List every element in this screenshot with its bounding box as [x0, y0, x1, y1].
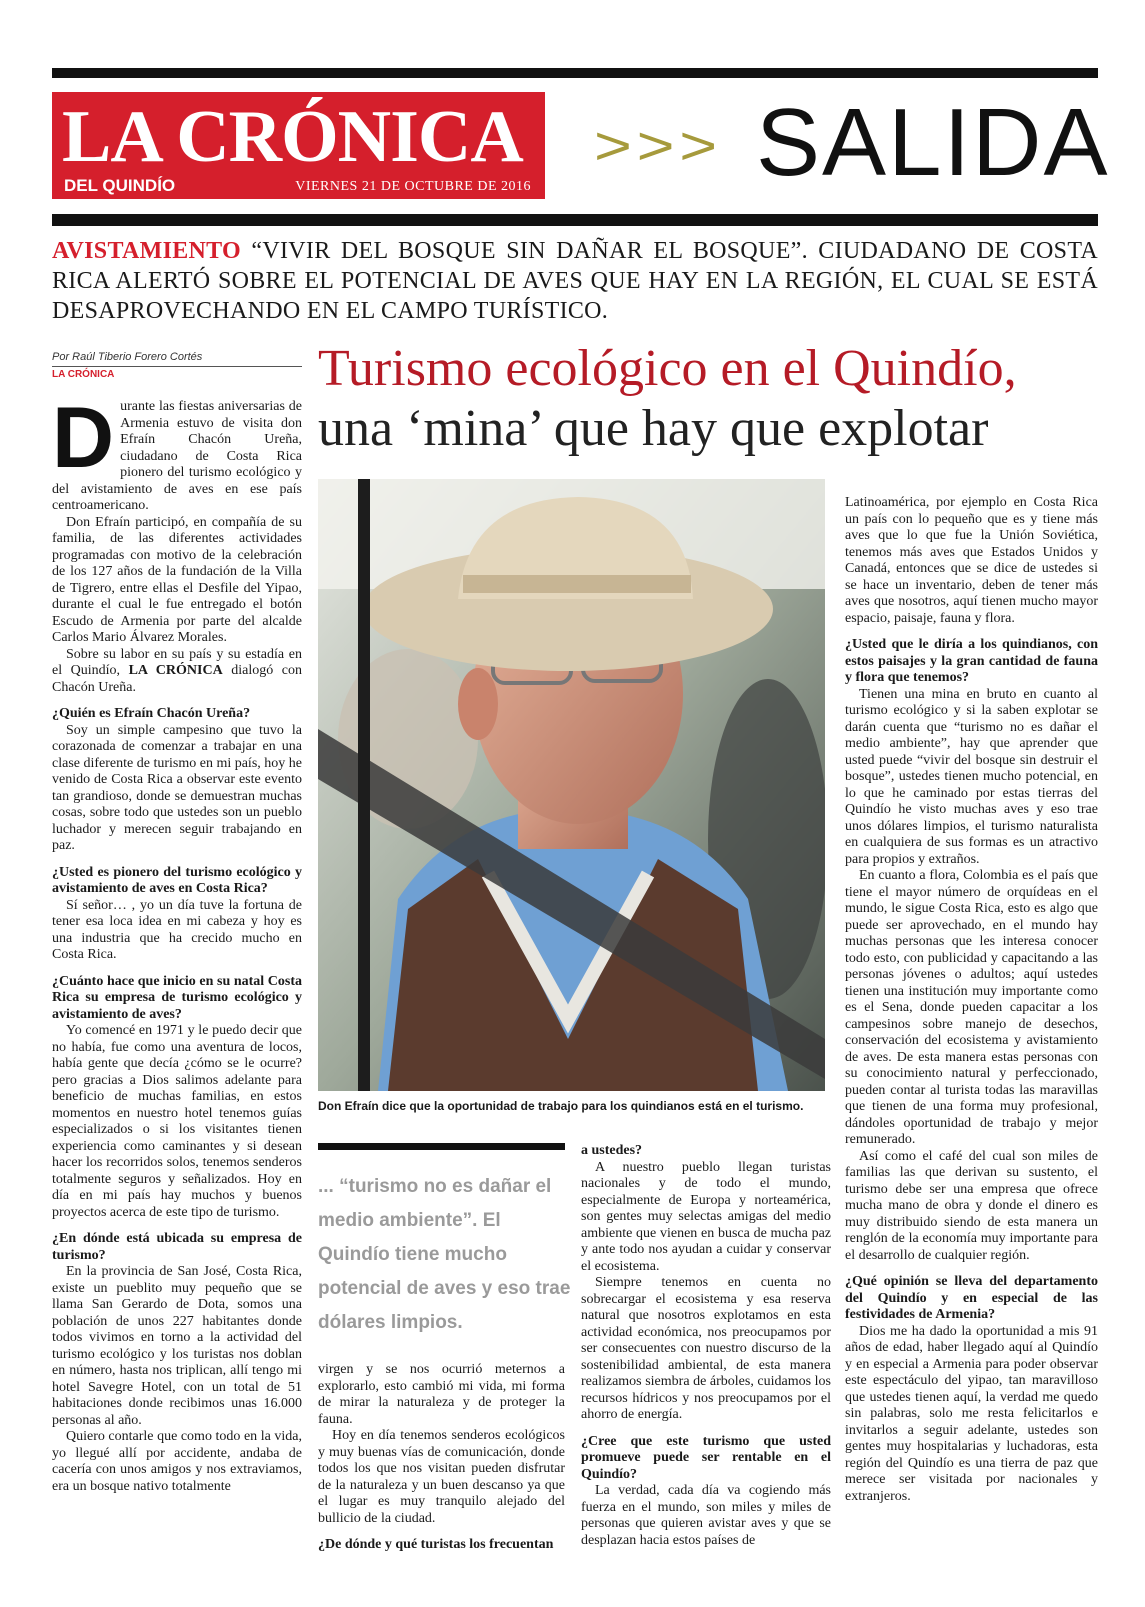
- paragraph: Yo comencé en 1971 y le puedo decir que no había, fue como una aventura de locos, había gente que decía ¿cómo se le ocurre? pero gracias a Dios salimos adelante para beneficio de muchas familias, en estos momentos en nuestro hotel tenemos guías especializados o si los visitantes tienen experiencia como caminantes y si desean hacer los recorridos solos, tenemos senderos totalmente seguros y señalizados. Hoy en día en mi país hay muchos y buenos proyectos acerca de este tipo de turismo.: [52, 1023, 302, 1220]
- paragraph: Hoy en día tenemos senderos ecológicos y muy buenas vías de comunicación, donde todos los que nos visitan pueden disfrutar de la naturaleza y un buen descanso ya que el lugar es muy tranquilo alejado del bullicio de la ciudad.: [318, 1428, 565, 1526]
- article-column-2a: [318, 1362, 565, 1554]
- paragraph: Tienen una mina en bruto en cuanto al turismo ecológico y si la saben explotar se darán cuenta que “turismo no es dañar el medio ambiente”, hay que aprender que usted puede “vivir del bosque sin destruir el bosque”, ustedes tienen mucho potencial, en lo que he caminado por estas tierras del Quindío he visto muchas aves y eso trae unos dólares limpios, el turismo naturalista en cualquiera de sus formas es un atractivo para propios y extraños.: [845, 686, 1098, 867]
- top-rule: [52, 68, 1098, 78]
- paragraph-text: dialogó con Chacón Ureña.: [52, 663, 302, 695]
- byline-author: Por Raúl Tiberio Forero Cortés: [52, 351, 203, 363]
- interview-question: ¿Usted que le diría a los quindianos, con estos paisajes y la gran cantidad de fauna y flora que tenemos?: [845, 637, 1098, 685]
- paragraph: [52, 647, 302, 697]
- drop-cap: D: [52, 390, 115, 486]
- interview-question: ¿Qué opinión se lleva del departamento del Quindío y en especial de las festividades de Armenia?: [845, 1274, 1098, 1322]
- article-column-2b: [581, 1143, 831, 1549]
- paragraph: virgen y se nos ocurrió meternos a explorarlo, esto cambió mi vida, mi forma de mirar la naturaleza y de proteger la fauna.: [318, 1362, 565, 1427]
- paragraph: Quiero contarle que como todo en la vida, yo llegué allí por accidente, andaba de cacería con unos amigos y nos extraviamos, era un bosque nativo totalmente: [52, 1429, 302, 1494]
- paragraph: Soy un simple campesino que tuvo la corazonada de comenzar a trabajar en una clase diferente de turismo en mi país, hoy he venido de Costa Rica a observar este evento tan grandioso, donde se demuestran muchas cosas, sobre todo que ustedes son un pueblo luchador y merecen seguir trabajando en paz.: [52, 722, 302, 853]
- portrait-illustration: [318, 479, 825, 1091]
- paragraph: A nuestro pueblo llegan turistas nacionales y de todo el mundo, especialmente de Europa y norteamérica, son gentes muy selectas amigas del medio ambiente que vienen en busca de mucha paz y ante todo nos ayudan a cuidar y conservar el ecosistema.: [581, 1159, 831, 1274]
- interview-question: ¿En dónde está ubicada su empresa de turismo?: [52, 1231, 302, 1263]
- section-arrows: >>>: [594, 116, 722, 176]
- logo-name: LA CRÓNICA: [62, 96, 523, 178]
- pull-quote: ... “turismo no es dañar el medio ambiente”. El Quindío tiene mucho potencial de aves y eso trae dólares limpios.: [318, 1176, 571, 1333]
- interview-question: ¿Quién es Efraín Chacón Ureña?: [52, 706, 251, 721]
- article-deck: [52, 236, 1098, 326]
- paragraph: La verdad, cada día va cogiendo más fuerza en el mundo, son miles y miles de personas que quieren avistar aves y que se desplazan hacia estos países de: [581, 1483, 831, 1548]
- issue-date: VIERNES 21 DE OCTUBRE DE 2016: [295, 179, 531, 194]
- interview-question: ¿Usted es pionero del turismo ecológico y avistamiento de aves en Costa Rica?: [52, 864, 302, 896]
- paragraph: Don Efraín participó, en compañía de su familia, de las diferentes actividades programadas con motivo de la celebración de los 127 años de la fundación de la Villa de Tigrero, entre ellas el Desfile del Yipao, durante el cual le fue entregado el botón Escudo de Armenia por parte del alcalde Carlos Mario Álvarez Morales.: [52, 514, 302, 645]
- article-column-3: [845, 495, 1098, 1505]
- logo-subname: DEL QUINDÍO: [64, 176, 176, 195]
- masthead-rule: [52, 214, 1098, 226]
- paragraph-bold: LA CRÓNICA: [128, 663, 223, 678]
- pull-quote-rule: [318, 1143, 565, 1150]
- paragraph: Dios me ha dado la oportunidad a mis 91 años de edad, haber llegado aquí al Quindío y en especial a Armenia para poder observar este espectáculo del yipao, tan maravilloso que ustedes tienen aquí, la verdad me quedo sin palabras, solo me resta felicitarlos e invitarlos a seguir adelante, ustedes son gentes muy hospitalarias y luchadoras, esta región del Quindío es una tierra de paz que merece ser visitada por nacionales y extranjeros.: [845, 1323, 1098, 1504]
- paragraph: Sí señor… , yo un día tuve la fortuna de tener esa loca idea en mi cabeza y hoy es una industria que ha crecido mucho en Costa Rica.: [52, 897, 302, 962]
- article-photo: [318, 479, 825, 1091]
- byline-org: LA CRÓNICA: [52, 369, 115, 380]
- paragraph: En la provincia de San José, Costa Rica, existe un pueblito muy pequeño que se llama San Gerardo de Dota, somos una población de unos 227 habitantes donde todos vivimos en torno a la actividad del turismo ecológico y los turistas nos doblan en número, hasta nos triplican, allí tengo mi hotel Savegre Hotel, con un total de 51 habitaciones donde recibimos unas 16.000 personas al año.: [52, 1264, 302, 1428]
- paragraph: Latinoamérica, por ejemplo en Costa Rica un país con lo pequeño que es y tiene más aves que lo que fue la Unión Soviética, tenemos más aves que Estados Unidos y Canadá, entonces que se dice de ustedes si se hace un inventario, deben de tener más aves que nosotros, aquí tienen mucho mayor espacio, paisaje, fauna y flora.: [845, 495, 1098, 626]
- deck-kicker: AVISTAMIENTO: [52, 238, 241, 264]
- paragraph: En cuanto a flora, Colombia es el país que tiene el mayor número de orquídeas en el mundo, le sigue Costa Rica, esto es algo que puede ser aprovechado, en el mundo hay muchas personas que les interesa conocer todo esto, con publicidad y capacitando a las personas jóvenes o adultos; aquí ustedes tienen una institución muy importante como es el Sena, donde pueden capacitar a los campesinos sobre manejo de desechos, conservación del ecosistema y avistamiento de aves. De esta manera estas personas con su conocimiento natural y perfeccionado, pueden contar al turista todas las maravillas que tienen de una forma muy profesional, dándoles oportunidad de trabajo y mejor remunerado.: [845, 868, 1098, 1147]
- interview-question: ¿De dónde y qué turistas los frecuentan: [318, 1537, 554, 1552]
- headline-line2: una ‘mina’ que hay que explotar: [318, 400, 989, 457]
- paragraph: Así como el café del cual son miles de familias las que derivan su sustento, el turismo debe ser una empresa que ofrece mucha mano de obra y donde el dinero es muy distribuido siendo de esta manera un renglón de la economía muy importante para el desarrollo de cualquier región.: [845, 1148, 1098, 1263]
- paragraph: urante las fiestas aniversarias de Armenia estuvo de visita don Efraín Chacón Ureña, ciudadano de Costa Rica pionero del turismo ecológico y del avistamiento de aves en ese país centroamericano.: [52, 399, 302, 513]
- paragraph-text: Sobre su labor en su país y su estadía en el Quindío,: [52, 646, 302, 678]
- section-title: SALIDA: [756, 89, 1110, 196]
- headline-line1: Turismo ecológico en el Quindío,: [318, 340, 1017, 397]
- paragraph: Siempre tenemos en cuenta no sobrecargar el ecosistema y esa reserva natural que nosotros explotamos en esta actividad económica, nos preocupamos por ser consecuentes con nuestro discurso de la sostenibilidad ambiental, de esta manera realizamos siembra de árboles, cuidamos los recursos hídricos y nos preocupamos por el ahorro de energía.: [581, 1275, 831, 1422]
- interview-question: ¿Cree que este turismo que usted promueve puede ser rentable en el Quindío?: [581, 1433, 831, 1482]
- photo-caption: Don Efraín dice que la oportunidad de trabajo para los quindianos está en el turismo.: [318, 1099, 804, 1113]
- article-column-1: [52, 390, 302, 1495]
- interview-question: a ustedes?: [581, 1143, 643, 1158]
- interview-question: ¿Cuánto hace que inicio en su natal Costa Rica su empresa de turismo ecológico y avistamiento de aves?: [52, 973, 302, 1022]
- deck-text: “VIVIR DEL BOSQUE SIN DAÑAR EL BOSQUE”. CIUDADANO DE COSTA RICA ALERTÓ SOBRE EL POTENCIAL DE AVES QUE HAY EN LA REGIÓN, EL CUAL SE ESTÁ DESAPROVECHANDO EN EL CAMPO TURÍSTICO.: [52, 238, 1098, 324]
- byline-rule: [52, 366, 302, 367]
- newspaper-logo: [52, 92, 545, 199]
